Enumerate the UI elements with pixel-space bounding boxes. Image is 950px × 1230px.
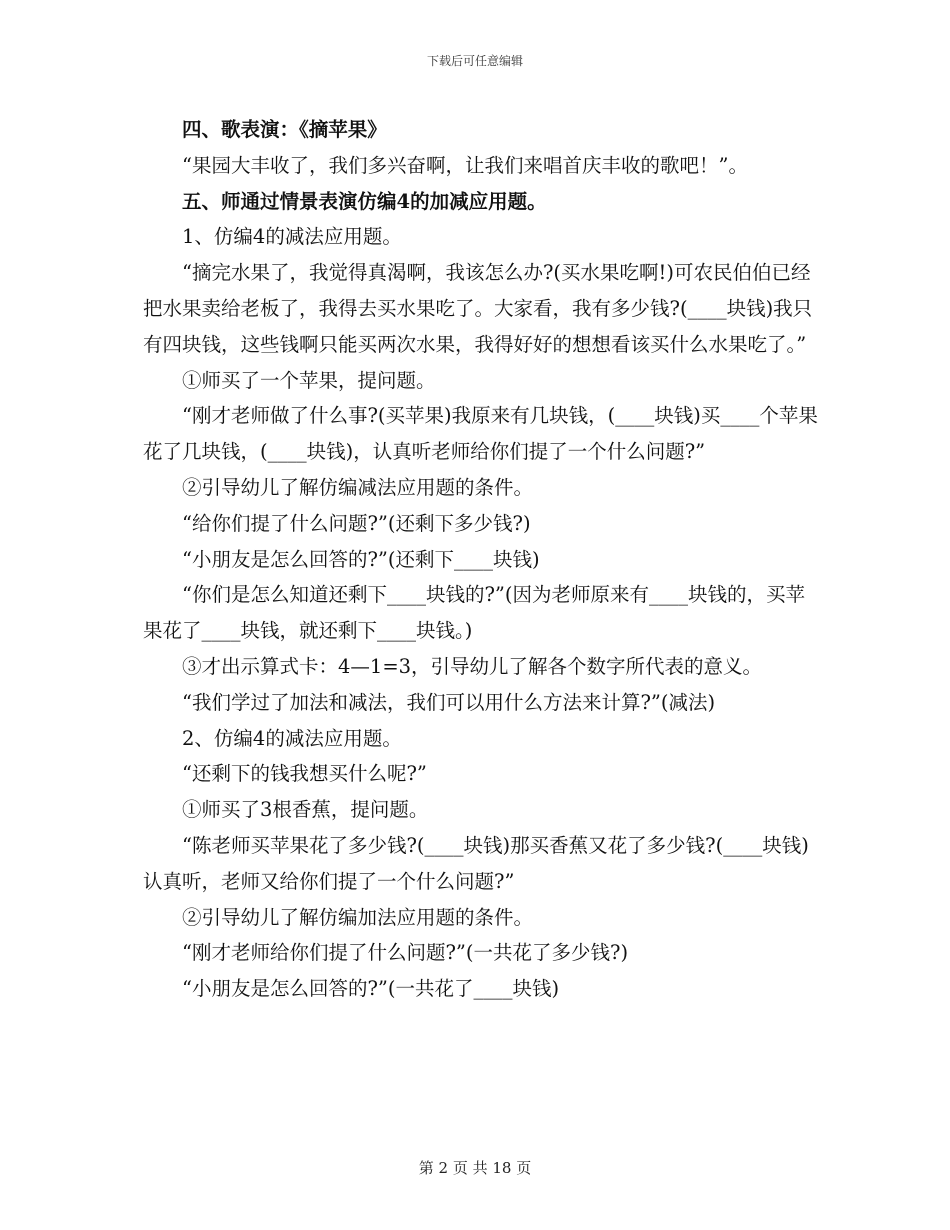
list-item: ①师买了一个苹果，提问题。 — [182, 368, 436, 392]
paragraph: “给你们提了什么问题?”(还剩下多少钱?) — [182, 511, 531, 535]
list-item: ②引导幼儿了解仿编减法应用题的条件。 — [182, 475, 534, 499]
paragraph: “刚才老师做了什么事?(买苹果)我原来有几块钱，(____块钱)买____个苹果花了几块钱，(____块钱)，认真听老师给你们提了一个什么问题?” — [143, 404, 818, 464]
list-item: ①师买了3根香蕉，提问题。 — [182, 798, 429, 822]
paragraph: “小朋友是怎么回答的?”(还剩下____块钱) — [182, 547, 540, 571]
subheading: 1、仿编4的减法应用题。 — [182, 225, 402, 249]
list-item: ③才出示算式卡：4—1=3，引导幼儿了解各个数字所代表的意义。 — [182, 654, 763, 678]
page-footer: 第 2 页 共 18 页 — [418, 1159, 532, 1177]
subheading: 2、仿编4的减法应用题。 — [182, 726, 402, 750]
page-header: 下载后可任意编辑 — [426, 54, 523, 68]
list-item: ②引导幼儿了解仿编加法应用题的条件。 — [182, 905, 534, 929]
paragraph: “小朋友是怎么回答的?”(一共花了____块钱) — [182, 977, 560, 1001]
paragraph: “果园大丰收了，我们多兴奋啊，让我们来唱首庆丰收的歌吧！”。 — [182, 153, 748, 177]
section-heading-song: 四、歌表演：《摘苹果》 — [182, 118, 387, 141]
paragraph: “你们是怎么知道还剩下____块钱的?”(因为老师原来有____块钱的，买苹果花了____块钱，就还剩下____块钱。) — [143, 583, 806, 643]
paragraph: “我们学过了加法和减法，我们可以用什么方法来计算?”(减法) — [182, 690, 716, 714]
paragraph: “还剩下的钱我想买什么呢?” — [182, 762, 427, 786]
paragraph: “摘完水果了，我觉得真渴啊，我该怎么办?(买水果吃啊!)可农民伯伯已经把水果卖给老板了，我得去买水果吃了。大家看，我有多少钱?(____块钱)我只有四块钱，这些钱啊只能买两次水果，我得好好的想想看该买什么水果吃了。” — [143, 261, 813, 356]
paragraph: “陈老师买苹果花了多少钱?(____块钱)那买香蕉又花了多少钱?(____块钱)认真听，老师又给你们提了一个什么问题?” — [143, 833, 809, 893]
document-body — [143, 112, 823, 1007]
section-heading-word-problems: 五、师通过情景表演仿编4的加减应用题。 — [182, 189, 547, 213]
paragraph: “刚才老师给你们提了什么问题?”(一共花了多少钱?) — [182, 941, 629, 965]
